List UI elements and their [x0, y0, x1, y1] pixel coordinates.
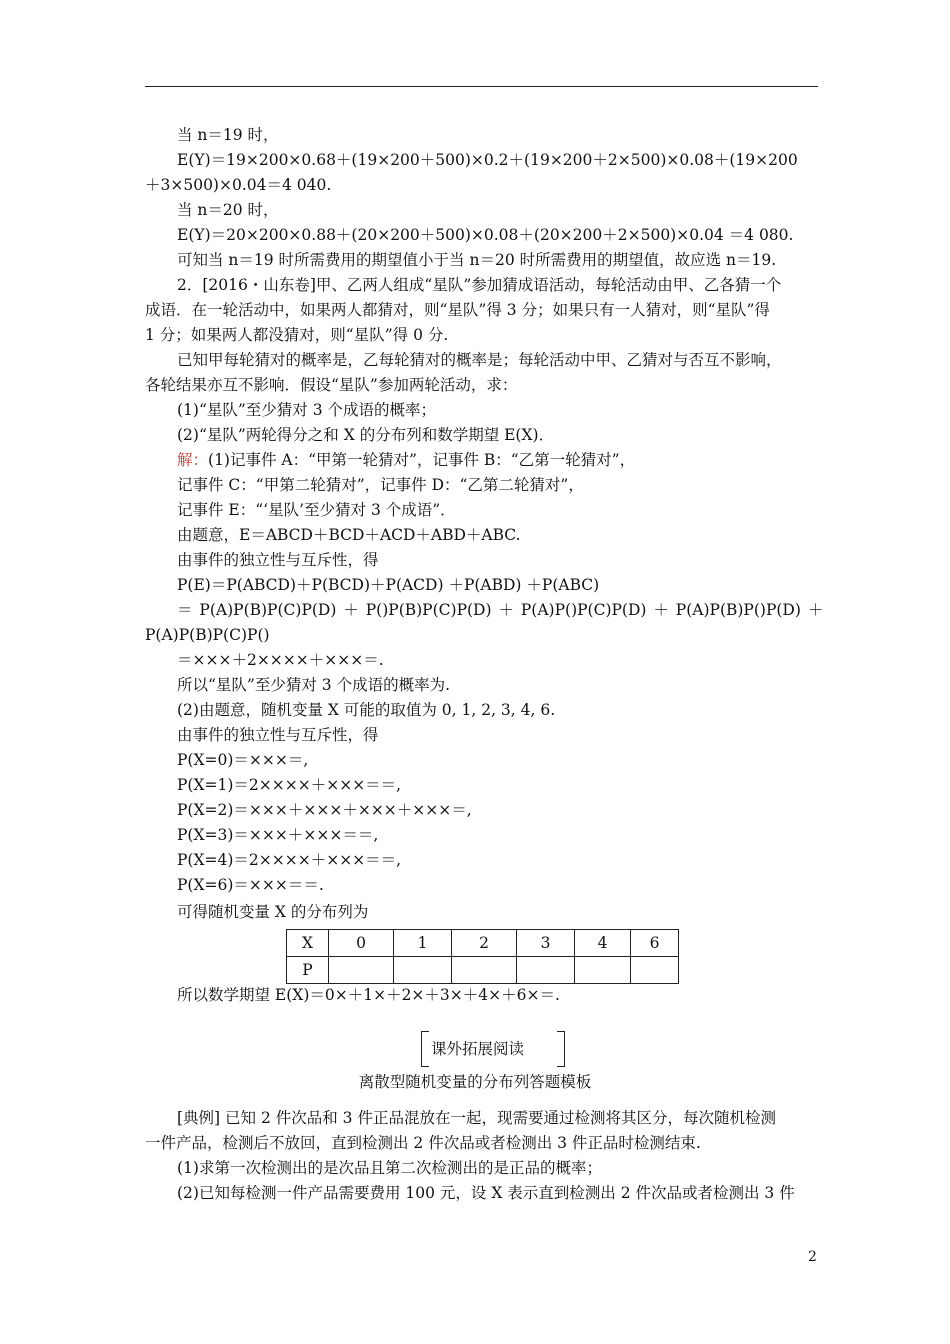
table-cell: 4 — [575, 930, 631, 957]
solution-line — [177, 450, 635, 470]
table-cell: 3 — [517, 930, 575, 957]
text-line: 已知甲每轮猜对的概率是，乙每轮猜对的概率是；每轮活动中甲、乙猜对与否互不影响， — [177, 351, 782, 369]
solution-text: (1)记事件 A：“甲第一轮猜对”，记事件 B：“乙第一轮猜对”， — [208, 451, 636, 469]
formula-line: P(X=2)＝×××＋×××＋×××＋×××＝, — [177, 801, 472, 819]
text-line: 当 n＝19 时， — [177, 126, 279, 144]
solution-label: 解： — [177, 451, 209, 469]
table-cell: X — [287, 930, 329, 957]
text-line: 1 分；如果两人都没猜对，则“星队”得 0 分. — [145, 326, 449, 344]
page-number: 2 — [808, 1249, 817, 1265]
text-line: 成语．在一轮活动中，如果两人都猜对，则“星队”得 3 分；如果只有一人猜对，则“星队”得 — [145, 301, 770, 319]
text-line: (2)由题意，随机变量 X 可能的取值为 0, 1, 2, 3, 4, 6. — [177, 701, 556, 719]
text-line: ＋3×500)×0.04＝4 040. — [145, 176, 332, 194]
text-line: 所以数学期望 E(X)＝0×＋1×＋2×＋3×＋4×＋6×＝. — [177, 986, 560, 1004]
formula-line: P(A)P(B)P(C)P() — [145, 626, 270, 644]
table-cell: 6 — [631, 930, 679, 957]
section-box-title: 课外拓展阅读 — [431, 1040, 525, 1058]
problem-2-line: 2．[2016・山东卷]甲、乙两人组成“星队”参加猜成语活动，每轮活动由甲、乙各猜一个 — [177, 276, 782, 294]
text-line: 由事件的独立性与互斥性，得 — [177, 726, 379, 744]
formula-line: P(E)＝P(ABCD)＋P(BCD)＋P(ACD) ＋P(ABD) ＋P(ABC) — [177, 576, 600, 594]
text-line: 记事件 C：“甲第二轮猜对”，记事件 D：“乙第二轮猜对”， — [177, 476, 584, 494]
text-line: 一件产品，检测后不放回，直到检测出 2 件次品或者检测出 3 件正品时检测结束. — [145, 1134, 701, 1152]
formula-line: P(X=4)＝2××××＋×××＝＝, — [177, 851, 402, 869]
text-line: 记事件 E：“‘星队’至少猜对 3 个成语”． — [177, 501, 456, 519]
table-cell — [631, 957, 679, 984]
table-cell — [394, 957, 452, 984]
text-line: E(Y)＝20×200×0.88＋(20×200＋500)×0.08＋(20×200＋2×500)×0.04 ＝4 080. — [177, 226, 794, 244]
text-line: (2)已知每检测一件产品需要费用 100 元，设 X 表示直到检测出 2 件次品或者检测出 3 件 — [177, 1184, 795, 1202]
text-line: 可知当 n＝19 时所需费用的期望值小于当 n＝20 时所需费用的期望值，故应选 n＝19. — [177, 251, 777, 269]
table-cell — [517, 957, 575, 984]
formula-line: P(X=1)＝2××××＋×××＝＝, — [177, 776, 402, 794]
formula-line: P(X=3)＝×××＋×××＝＝, — [177, 826, 379, 844]
table-row — [287, 930, 679, 957]
formula-line: ＝×××＋2××××＋×××＝. — [177, 651, 384, 669]
header-rule — [145, 86, 818, 87]
table-row — [287, 957, 679, 984]
table-cell: P — [287, 957, 329, 984]
question-1: (1)“星队”至少猜对 3 个成语的概率； — [177, 401, 437, 419]
text-line: 可得随机变量 X 的分布列为 — [177, 903, 369, 921]
table-cell: 1 — [394, 930, 452, 957]
section-subtitle: 离散型随机变量的分布列答题模板 — [358, 1073, 592, 1091]
text-line: 所以“星队”至少猜对 3 个成语的概率为. — [177, 676, 450, 694]
right-bracket — [557, 1031, 565, 1067]
table-cell: 0 — [329, 930, 394, 957]
distribution-table — [286, 929, 679, 984]
example-line: [典例] 已知 2 件次品和 3 件正品混放在一起，现需要通过检测将其区分，每次随机检测 — [177, 1109, 776, 1127]
text-line: 由题意，E＝ABCD＋BCD＋ACD＋ABD＋ABC. — [177, 526, 521, 544]
table-cell — [452, 957, 517, 984]
table-cell — [329, 957, 394, 984]
formula-line: P(X=0)＝×××＝, — [177, 751, 309, 769]
table-cell — [575, 957, 631, 984]
text-line: (1)求第一次检测出的是次品且第二次检测出的是正品的概率； — [177, 1159, 602, 1177]
text-line: 当 n＝20 时， — [177, 201, 279, 219]
question-2: (2)“星队”两轮得分之和 X 的分布列和数学期望 E(X)． — [177, 426, 555, 444]
text-line: 各轮结果亦互不影响．假设“星队”参加两轮活动，求： — [145, 376, 518, 394]
formula-line: ＝ P(A)P(B)P(C)P(D) ＋ P()P(B)P(C)P(D) ＋ P(A)P()P(C)P(D) ＋ P(A)P(B)P()P(D) ＋ — [177, 601, 824, 619]
text-line: 由事件的独立性与互斥性，得 — [177, 551, 379, 569]
formula-line: P(X=6)＝×××＝＝. — [177, 876, 324, 894]
text-line: E(Y)＝19×200×0.68＋(19×200＋500)×0.2＋(19×200＋2×500)×0.08＋(19×200 — [177, 151, 798, 169]
table-cell: 2 — [452, 930, 517, 957]
left-bracket — [421, 1031, 429, 1067]
